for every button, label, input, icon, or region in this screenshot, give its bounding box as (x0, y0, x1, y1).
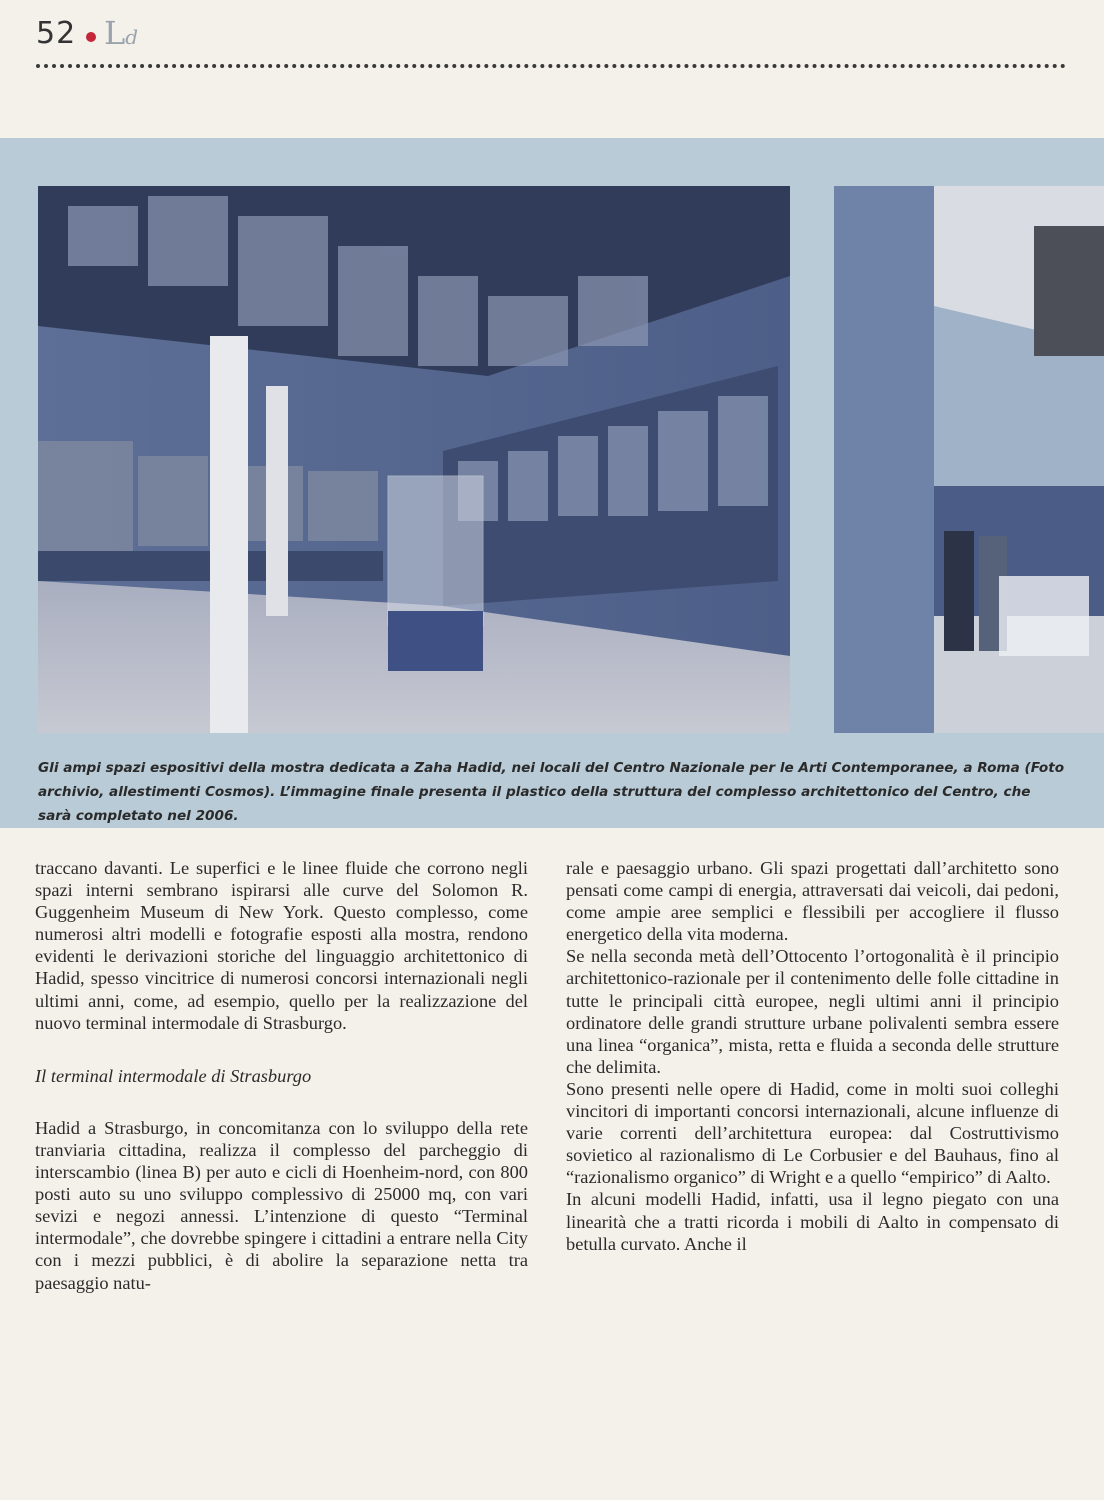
section-subheading: Il terminal intermodale di Strasburgo (35, 1065, 312, 1086)
magazine-logo: Ld (104, 14, 139, 52)
dotted-divider (36, 64, 1066, 68)
article-column-right (566, 857, 1059, 1255)
paragraph: Hadid a Strasburgo, in concomitanza con lo sviluppo della rete tranviaria cittadina, realizza il complesso del parcheggio di interscambio (linea B) per auto e cicli di Hoenheim-nord, con 800 posti auto su uno sviluppo complessivo di 25000 mq, con vari sevizi e negozi annessi. L’intenzione di questo “Terminal intermodale”, che dovrebbe spingere i cittadini a entrare nella City con i mezzi pubblici, è di abolire la separazione netta tra paesaggio natu- (35, 1117, 528, 1293)
paragraph: rale e paesaggio urbano. Gli spazi progettati dall’architetto sono pensati come campi di energia, attraversati dai veicoli, dai pedoni, come ampie aree semplici e flessibili per accogliere il flusso energetico della vita moderna. (566, 858, 1059, 945)
article-column-left (35, 857, 528, 1294)
red-bullet-icon (86, 32, 96, 42)
exhibition-model-photo (834, 186, 1104, 733)
paragraph: Se nella seconda metà dell’Ottocento l’ortogonalità è il principio architettonico-razionale per il contenimento delle folle cittadine in tutte le principali città europee, negli ultimi anni il principio ordinatore delle grandi strutture urbane polivalenti sembra essere una linea “organica”, mista, retta e fluida a seconda delle strutture che delimita. (566, 946, 1059, 1077)
page-header (36, 10, 1066, 70)
exhibition-hall-photo (38, 186, 790, 733)
paragraph: Sono presenti nelle opere di Hadid, come in molti suoi colleghi vincitori di importanti concorsi internazionali, alcune influenze di varie correnti dell’architettura europea: dal Costruttivismo sovietico al razionalismo di Le Corbusier e del Bauhaus, fino al “razionalismo organico” di Wright e a quello “empirico” di Aalto. (566, 1078, 1059, 1188)
paragraph: traccano davanti. Le superfici e le linee fluide che corrono negli spazi interni sembrano ispirarsi alle curve del Solomon R. Guggenheim Museum di New York. Questo complesso, come numerosi altri modelli e fotografie esposti alla mostra, rendono evidenti le derivazioni storiche del linguaggio architettonico di Hadid, spesso vincitrice di numerosi concorsi internazionali negli ultimi anni, come, ad esempio, quello per la realizzazione del nuovo terminal intermodale di Strasburgo. (35, 858, 528, 1033)
page-number: 52 (36, 16, 77, 51)
photo-caption: Gli ampi spazi espositivi della mostra dedicata a Zaha Hadid, nei locali del Centro Nazionale per le Arti Contemporanee, a Roma (Foto archivio, allestimenti Cosmos). L’immagine finale presenta il plastico della struttura del complesso architettonico del Centro, che sarà completato nel 2006. (38, 760, 1065, 824)
photo-banner (0, 138, 1104, 828)
paragraph: In alcuni modelli Hadid, infatti, usa il legno piegato con una linearità che a tratti ricorda i mobili di Aalto in compensato di betulla curvato. Anche il (566, 1189, 1059, 1254)
